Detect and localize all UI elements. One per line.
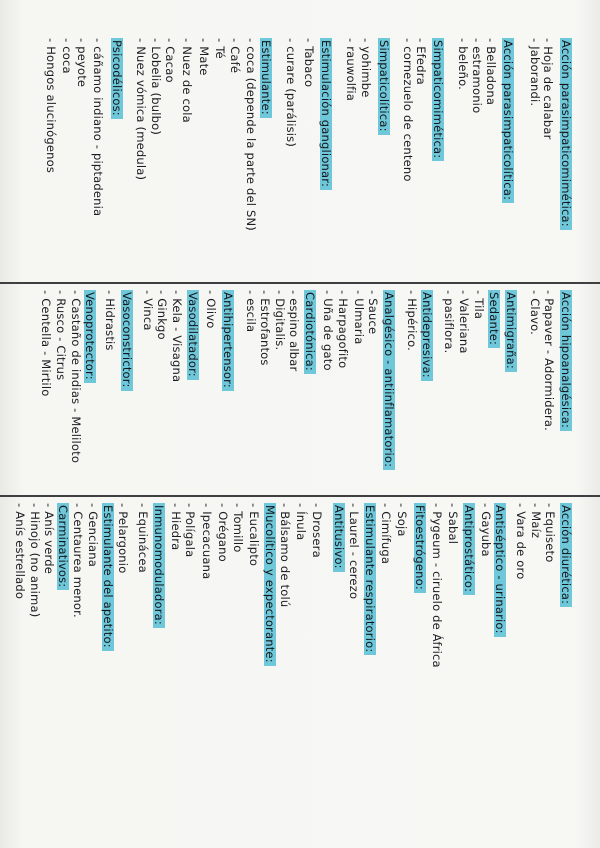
category-heading-1-4: Sedante:: [488, 290, 500, 348]
plant-entry-2-2: - Maíz: [529, 503, 543, 539]
category-heading-1-28: Venoprotector:: [84, 290, 96, 383]
plant-entry-0-19: - Té: [213, 38, 227, 59]
category-heading-0-25: Psicodélicos:: [111, 38, 123, 119]
plant-entry-0-18: - Café: [228, 38, 242, 74]
plant-entry-1-11: - Sauce: [366, 290, 380, 335]
plant-entry-0-29: - Hongos alucinógenos: [44, 38, 58, 174]
category-heading-2-12: Estimulante respiratorio:: [364, 503, 376, 655]
plant-entry-2-10: - Soja: [395, 503, 409, 537]
category-heading-2-14: Antitusivo:: [333, 503, 345, 572]
plant-entry-0-1: - Hoja de calabar: [541, 38, 555, 140]
category-heading-1-15: Cardiotónica:: [304, 290, 316, 374]
category-heading-0-10: Simpaticolítica:: [378, 38, 390, 135]
category-heading-1-26: Vasoconstrictor:: [121, 290, 133, 391]
plant-entry-2-22: - Ipecacuana: [200, 503, 214, 580]
plant-entry-2-16: - Ínula: [294, 503, 308, 541]
plant-entry-0-20: - Mate: [197, 38, 211, 76]
section-divider-1: [0, 282, 600, 284]
plant-entry-2-24: - Hiedra: [169, 503, 183, 551]
plant-entry-0-4: - Belladona: [484, 38, 498, 106]
plant-entry-0-26: - cáñamo indiano - piptadenia: [91, 38, 105, 217]
category-heading-2-25: Inmunomoduladora:: [153, 503, 165, 628]
plant-entry-2-26: - Equinácea: [136, 503, 150, 573]
plant-entry-2-33: - Hinojo (no anima): [28, 503, 42, 618]
plant-entry-2-21: - Orégano: [216, 503, 230, 562]
plant-entry-2-17: - Bálsamo de tolú: [278, 503, 292, 608]
category-heading-0-13: Estimulación ganglionar:: [320, 38, 332, 190]
category-heading-2-18: Mucolítico y expectorante:: [264, 503, 276, 666]
plant-entry-2-34: - Anís estrellado: [13, 503, 27, 600]
plant-entry-2-29: - Genciana: [86, 503, 100, 567]
plant-entry-2-20: - Tomillo: [231, 503, 245, 553]
plant-entry-2-23: - Polígala: [183, 503, 197, 558]
category-heading-1-20: Antihipertensor:: [222, 290, 234, 391]
category-heading-0-7: Simpaticomimética:: [432, 38, 444, 161]
plant-entry-0-12: - rauwolfia: [344, 38, 358, 101]
plant-entry-2-8: - Pygeum - ciruelo de África: [430, 503, 444, 668]
plant-entry-1-23: - Kela - Visagna: [170, 290, 184, 383]
category-heading-2-31: Carminativos:: [57, 503, 69, 590]
category-heading-2-4: Antiséptico - urinario:: [494, 503, 506, 637]
plant-entry-0-6: - beleño.: [456, 38, 470, 91]
plant-entry-1-1: - Papaver - Adormidera.: [542, 290, 556, 432]
category-heading-2-28: Estimulante del apetito:: [102, 503, 114, 651]
plant-entry-0-11: - yohimbe: [359, 38, 373, 98]
plant-entry-1-21: - Olivo: [204, 290, 218, 329]
plant-entry-1-5: - Tila: [472, 290, 486, 320]
plant-entry-0-14: - Tabaco: [302, 38, 316, 88]
plant-entry-0-17: - coca (depende la parte del SN): [244, 38, 258, 231]
plant-entry-1-7: - pasiflora.: [442, 290, 456, 354]
plant-entry-2-15: - Drosera: [310, 503, 324, 558]
plant-entry-1-19: - escila: [244, 290, 258, 333]
plant-entry-1-14: - Uña de gato: [321, 290, 335, 371]
plant-entry-1-16: - espino albar: [287, 290, 301, 372]
plant-entry-1-9: - Hipérico.: [405, 290, 419, 351]
category-heading-2-0: Acción diurética:: [560, 503, 572, 607]
plant-entry-1-29: - Castaño de indias - Meliloto: [69, 290, 83, 464]
plant-entry-1-12: - Ulmaria: [352, 290, 366, 345]
plant-entry-0-28: - coca: [60, 38, 74, 74]
plant-entry-2-3: - Vara de oro: [514, 503, 528, 580]
plant-entry-2-30: - Centaurea menor.: [71, 503, 85, 618]
plant-entry-0-9: - cornezuelo de centeno: [401, 38, 415, 182]
plant-entry-0-15: - curare (parálisis): [284, 38, 298, 148]
plant-entry-2-7: - Sabal: [446, 503, 460, 545]
plant-entry-0-23: - Lobelia (bulbo): [149, 38, 163, 136]
plant-entry-1-17: - Digitalis.: [273, 290, 287, 351]
category-heading-1-8: Antidepresiva:: [421, 290, 433, 381]
category-heading-2-9: Fitoestrógeno:: [414, 503, 426, 593]
category-heading-2-6: Antiprostático:: [463, 503, 475, 595]
plant-entry-1-25: - Vinca: [141, 290, 155, 331]
plant-entry-2-32: - Anís verde: [42, 503, 56, 574]
category-heading-0-0: Acción parasimpaticomimética:: [560, 38, 572, 230]
plant-entry-1-18: - Estrofantos: [258, 290, 272, 366]
plant-entry-1-6: - Valeriana: [457, 290, 471, 354]
section-divider-2: [0, 495, 600, 497]
plant-entry-1-24: - Ginkgo: [155, 290, 169, 340]
category-heading-0-16: Estimulante:: [260, 38, 272, 118]
category-heading-1-10: Analgésico - antiinflamatorio:: [383, 290, 395, 470]
plant-entry-2-11: - Cimífuga: [379, 503, 393, 565]
category-heading-1-3: Antimigraña:: [505, 290, 517, 372]
plant-entry-2-1: - Equiseto: [543, 503, 557, 563]
plant-entry-1-27: - Hidrastis: [103, 290, 117, 351]
plant-entry-0-21: - Nuez de cola: [180, 38, 194, 123]
plant-entry-2-13: - Laurel - cerezo: [347, 503, 361, 600]
plant-entry-0-27: - peyote: [75, 38, 89, 88]
plant-entry-0-24: - Nuez vómica (medula): [134, 38, 148, 181]
category-heading-0-3: Acción parasimpaticolítica:: [502, 38, 514, 203]
plant-entry-2-5: - Gayuba: [479, 503, 493, 557]
plant-entry-0-2: - Jaborandi.: [528, 38, 542, 107]
plant-entry-2-19: - Eucalipto: [247, 503, 261, 567]
category-heading-1-22: Vasodilatador:: [187, 290, 199, 380]
category-heading-1-0: Acción hipoanalgésica:: [560, 290, 572, 431]
plant-entry-0-8: - Efedra: [414, 38, 428, 85]
plant-entry-1-30: - Rusco - Citrus: [54, 290, 68, 381]
plant-entry-0-22: - Cacao: [163, 38, 177, 83]
plant-entry-2-27: - Pelargonio: [116, 503, 130, 574]
plant-entry-0-5: - estramonio: [470, 38, 484, 114]
plant-entry-1-13: - Harpagofito: [336, 290, 350, 369]
plant-entry-1-31: - Centella - Mirtilo: [39, 290, 53, 397]
plant-entry-1-2: - Clavo.: [528, 290, 542, 335]
